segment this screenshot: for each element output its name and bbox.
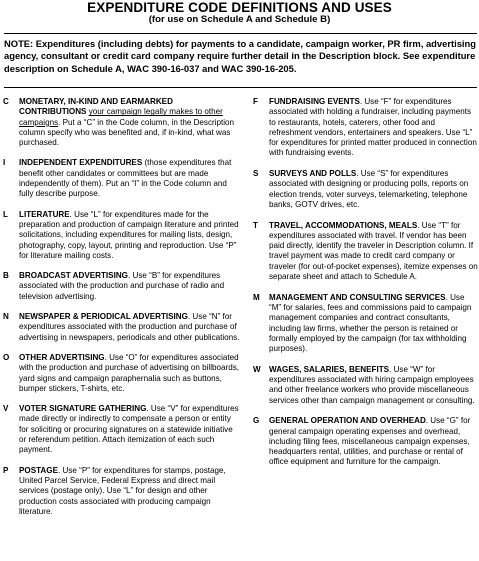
- left-column: [3, 97, 241, 527]
- code-letter: F: [253, 97, 258, 106]
- code-description: [19, 158, 241, 199]
- code-entry-v: [3, 404, 241, 455]
- code-text: . Use “F” for expenditures associated with holding a fundraiser, including payments to restaurants, hotels, caterers, other food and refreshment vendors, entertainers and speakers. Use “L” for expenditures for printed matter produced in connection with fundraising events.: [269, 97, 477, 158]
- code-description: [269, 416, 478, 467]
- code-title: MONETARY, IN-KIND AND EARMARKED CONTRIBUTIONS: [19, 97, 173, 117]
- code-title: WAGES, SALARIES, BENEFITS: [269, 364, 390, 374]
- code-entry-b: [3, 271, 241, 302]
- note-paragraph: NOTE: Expenditures (including debts) for payments to a candidate, campaign worker, PR firm, advertising agency, consultant or credit card company require further detail in the Description block. See expenditure description on Schedule A, WAC 390-16-037 and WAC 390-16-205.: [4, 38, 476, 74]
- code-text: . Use “V” for expenditures made directly or indirectly to compensate a person or entity for soliciting or procuring signatures on a statewide initiative or referendum petition. Attach itemization of each such payment.: [19, 404, 239, 455]
- code-title: TRAVEL, ACCOMMODATIONS, MEALS: [269, 220, 418, 230]
- code-text: . Use “W” for expenditures associated with hiring campaign employees and other freelance workers who provide miscellaneous services other than campaign management or consulting.: [269, 364, 475, 405]
- code-entry-m: [253, 293, 478, 355]
- code-entry-g: [253, 416, 478, 467]
- code-entry-c: [3, 97, 241, 148]
- code-text: . Use “T” for expenditures associated with travel. If vendor has been paid directly, identify the traveler in Description column. If travel payment was made to credit card company or traveler (for out-of-pocket expenses), itemize expenses on separate sheet and attach to Schedule A.: [269, 220, 478, 282]
- page-subtitle: (for use on Schedule A and Schedule B): [148, 14, 331, 25]
- code-letter: I: [3, 158, 6, 168]
- code-letter: W: [253, 364, 261, 374]
- code-title: LITERATURE: [19, 209, 70, 219]
- code-title: FUNDRAISING EVENTS: [269, 97, 360, 106]
- code-text: . Use “M” for salaries, fees and commissions paid to campaign management companies and contract consultants, including law firms, whether the person is retained or formally employed by the campaign (for tax withholding purposes).: [269, 292, 472, 354]
- code-letter: V: [3, 404, 9, 414]
- code-letter: N: [3, 312, 9, 322]
- code-description: [19, 404, 241, 455]
- code-letter: M: [253, 292, 260, 302]
- code-description: [269, 365, 478, 406]
- code-entry-o: [3, 353, 241, 394]
- code-description: [269, 293, 478, 355]
- code-description: [19, 97, 241, 148]
- code-description: [19, 466, 241, 517]
- code-entry-t: [253, 221, 478, 283]
- code-title: SURVEYS AND POLLS: [269, 169, 357, 179]
- top-divider: [4, 33, 477, 34]
- code-description: [269, 97, 478, 159]
- code-text: . Use “P” for expenditures for stamps, postage, United Parcel Service, Federal Express and direct mail services (postage only). Use “L” for design and other production costs associated with producing campaign literature.: [19, 465, 226, 516]
- code-entry-n: [3, 312, 241, 343]
- code-text: . Put a “C” in the Code column, in the Description column specify who was benefited and, if in-kind, what was purchased.: [19, 117, 235, 148]
- code-text: . Use “S” for expenditures associated with designing or producing polls, reports on election trends, voter surveys, telemarketing, telephone banks, GOTV drives, etc.: [269, 169, 469, 209]
- code-title: OTHER ADVERTISING: [19, 352, 105, 362]
- code-description: [19, 353, 241, 394]
- code-text: . Use “L” for expenditures made for the preparation and production of campaign literature and printed solicitations, including expenditures for mailing lists, design, photography, copy, layout, printing and reproduction. Use “P” for literature mailing costs.: [19, 209, 239, 260]
- code-letter: B: [3, 271, 9, 281]
- code-underlined-text: your campaign legally makes to other campaigns: [19, 107, 223, 127]
- code-entry-i: [3, 158, 241, 199]
- code-description: [269, 221, 478, 283]
- code-title: INDEPENDENT EXPENDITURES: [19, 158, 143, 168]
- code-letter: T: [253, 220, 258, 230]
- code-text: . Use “O” for expenditures associated with the production and purchase of advertising on billboards, yard signs and campaign paraphernalia such as buttons, bumper stickers, T-shirts, etc.: [19, 352, 240, 393]
- code-text: (those expenditures that benefit other candidates or committees but are made independently of them). Put an “I” in the Code column and fully describe purpose.: [19, 158, 232, 199]
- code-text: . Use “B” for expenditures associated with the production and purchase of radio and television advertising.: [19, 271, 225, 301]
- code-title: MANAGEMENT AND CONSULTING SERVICES: [269, 292, 446, 302]
- code-entry-f: [253, 97, 478, 159]
- code-letter: O: [3, 352, 10, 362]
- page-title: EXPENDITURE CODE DEFINITIONS AND USES: [87, 0, 392, 15]
- code-description: [19, 210, 241, 261]
- code-entry-w: [253, 365, 478, 406]
- code-title: NEWSPAPER & PERIODICAL ADVERTISING: [19, 312, 188, 322]
- code-letter: L: [3, 209, 8, 219]
- code-entry-l: [3, 210, 241, 261]
- right-column: [253, 97, 478, 478]
- code-letter: G: [253, 416, 260, 426]
- code-description: [19, 312, 241, 343]
- code-letter: C: [3, 97, 9, 106]
- code-text: . Use “G” for general campaign operating expenses and overhead, including filing fees, miscellaneous campaign expenses, headquarters rental, utilities, and purchase or rental of office equipment and furniture for the campaign.: [269, 416, 471, 467]
- code-entry-p: [3, 466, 241, 517]
- code-description: [19, 271, 241, 302]
- code-description: [269, 169, 478, 210]
- code-title: BROADCAST ADVERTISING: [19, 271, 128, 281]
- code-title: POSTAGE: [19, 465, 58, 475]
- code-entry-s: [253, 169, 478, 210]
- code-title: VOTER SIGNATURE GATHERING: [19, 404, 147, 414]
- code-letter: S: [253, 169, 259, 179]
- code-title: GENERAL OPERATION AND OVERHEAD: [269, 416, 426, 426]
- middle-divider: [4, 87, 477, 88]
- code-text: . Use “N” for expenditures associated with the production and purchase of advertising in newspapers, periodicals and other publications.: [19, 312, 240, 342]
- code-letter: P: [3, 465, 9, 475]
